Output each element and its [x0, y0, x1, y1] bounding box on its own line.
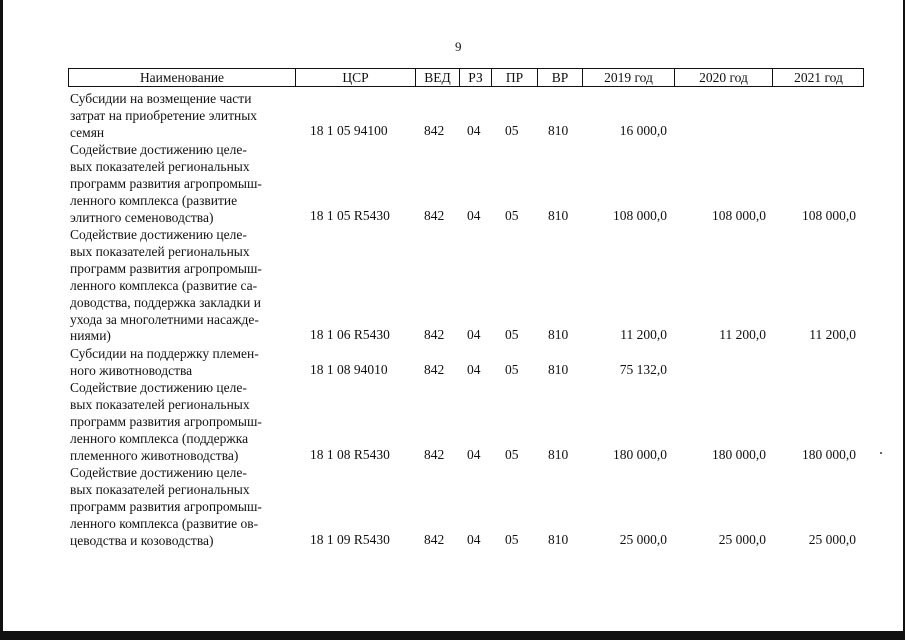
row-2019: 180 000,0 [613, 447, 667, 462]
row-2019: 16 000,0 [619, 123, 667, 138]
row-pr: 05 [505, 208, 519, 223]
row-csr: 18 1 06 R5430 [310, 327, 390, 342]
row-2020: 11 200,0 [719, 327, 766, 342]
header-vr: ВР [537, 69, 582, 86]
row-vr: 810 [548, 327, 569, 342]
row-2021: 180 000,0 [802, 447, 856, 462]
row-rz: 04 [467, 447, 481, 462]
row-rz: 04 [467, 362, 481, 377]
row-2020: 180 000,0 [712, 447, 766, 462]
row-2021: 11 200,0 [809, 327, 856, 342]
row-ved: 842 [424, 123, 445, 138]
header-2020: 2020 год [674, 69, 772, 86]
row-2019: 108 000,0 [613, 208, 667, 223]
header-name: Наименование [139, 70, 225, 85]
row-ved: 842 [424, 447, 445, 462]
row-rz: 04 [467, 208, 481, 223]
row-2021: 108 000,0 [802, 208, 856, 223]
header-ved: ВЕД [415, 69, 459, 86]
row-csr: 18 1 05 94100 [310, 123, 388, 138]
scan-edge-left [0, 0, 3, 640]
header-2019: 2019 год [582, 69, 674, 86]
header-csr: ЦСР [295, 69, 415, 86]
row-2021: 25 000,0 [808, 532, 856, 547]
row-pr: 05 [505, 447, 519, 462]
row-2019: 11 200,0 [620, 327, 667, 342]
row-ved: 842 [424, 532, 445, 547]
header-2021: 2021 год [772, 69, 864, 86]
row-name: Содействие достижению целе- вых показателей региональных программ развития агропромыш- ленного комплекса (развитие ов- цеводства и козоводства) [70, 465, 262, 548]
row-csr: 18 1 08 R5430 [310, 447, 390, 462]
row-2019: 75 132,0 [619, 362, 667, 377]
row-pr: 05 [505, 362, 519, 377]
row-csr: 18 1 08 94010 [310, 362, 388, 377]
row-vr: 810 [548, 123, 569, 138]
scan-edge-bottom [0, 631, 905, 640]
row-name: Содействие достижению целе- вых показателей региональных программ развития агропромыш- ленного комплекса (развитие элитного семеноводства) [70, 142, 262, 225]
header-rz: РЗ [459, 69, 491, 86]
row-2019: 25 000,0 [619, 532, 667, 547]
row-name: Содействие достижению целе- вых показателей региональных программ развития агропромыш- ленного комплекса (поддержка племенного животноводства) [70, 380, 262, 463]
row-pr: 05 [505, 123, 519, 138]
row-vr: 810 [548, 362, 569, 377]
scan-speck [880, 452, 882, 454]
table-header [68, 68, 864, 87]
row-rz: 04 [467, 123, 481, 138]
row-name: Содействие достижению целе- вых показателей региональных программ развития агропромыш- ленного комплекса (развитие са- доводства, поддержка закладки и ухода за многолетними насажде- ниями) [70, 227, 262, 344]
header-pr: ПР [491, 69, 537, 86]
row-2020: 25 000,0 [718, 532, 766, 547]
row-csr: 18 1 09 R5430 [310, 532, 390, 547]
row-vr: 810 [548, 208, 569, 223]
row-ved: 842 [424, 327, 445, 342]
row-ved: 842 [424, 362, 445, 377]
row-name: Субсидии на возмещение части затрат на приобретение элитных семян [70, 91, 258, 140]
row-rz: 04 [467, 532, 481, 547]
row-name: Субсидии на поддержку племен- ного животноводства [70, 346, 259, 378]
row-rz: 04 [467, 327, 481, 342]
page-number: 9 [455, 39, 462, 54]
row-2020: 108 000,0 [712, 208, 766, 223]
row-csr: 18 1 05 R5430 [310, 208, 390, 223]
row-pr: 05 [505, 327, 519, 342]
row-pr: 05 [505, 532, 519, 547]
row-vr: 810 [548, 532, 569, 547]
row-ved: 842 [424, 208, 445, 223]
row-vr: 810 [548, 447, 569, 462]
